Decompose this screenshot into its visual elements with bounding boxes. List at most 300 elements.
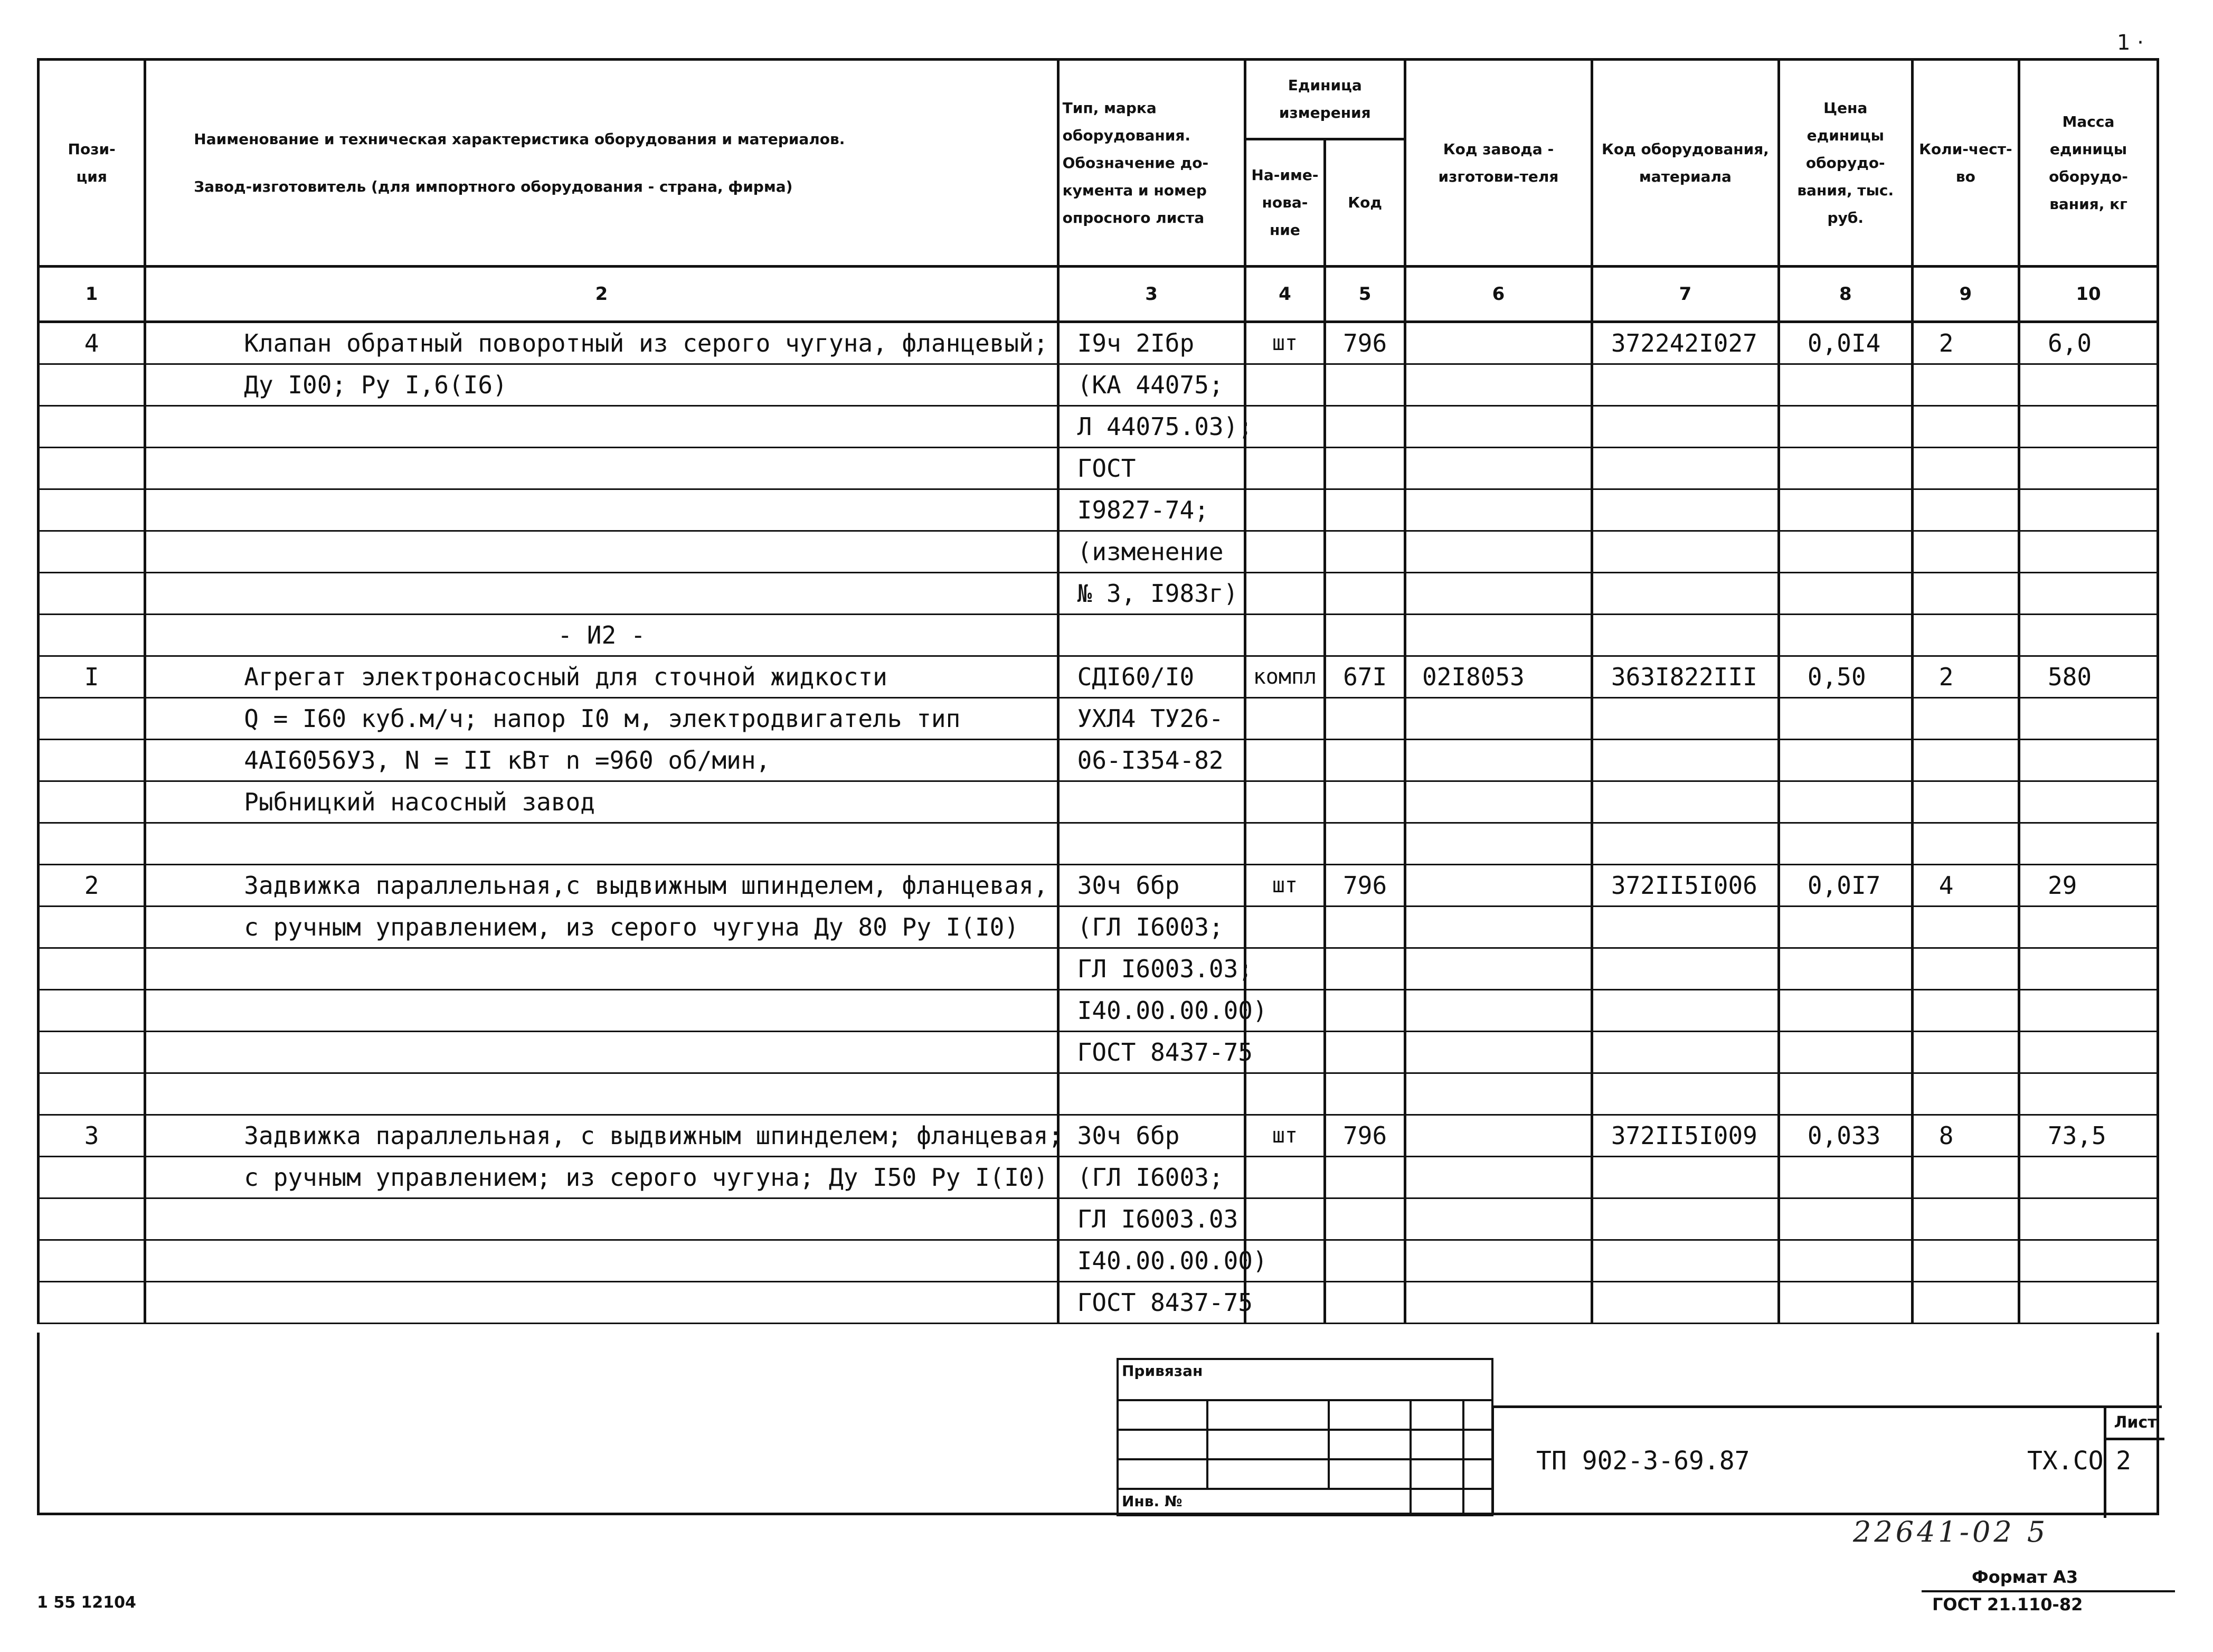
header-position: Пози- ция: [39, 60, 145, 267]
stamp-cell: [1411, 1430, 1463, 1459]
unit-name-cell: шт: [1245, 322, 1325, 364]
column-number: 9: [1912, 267, 2019, 322]
table-row: [39, 322, 2158, 364]
table-row: [39, 573, 2158, 615]
factory-code-cell: [1405, 1198, 1592, 1240]
binding-stamp: [1117, 1358, 1491, 1514]
price-cell: [1779, 615, 1912, 656]
quantity-cell: [1912, 1282, 2019, 1324]
stamp-cell: [1118, 1459, 1207, 1489]
mass-cell: [2019, 1157, 2158, 1198]
quantity-cell: [1912, 573, 2019, 615]
unit-name-cell: [1245, 1157, 1325, 1198]
quantity-cell: [1912, 1157, 2019, 1198]
table-row: [39, 364, 2158, 406]
item-code-cell: [1592, 531, 1779, 573]
table-row: [39, 615, 2158, 656]
gost-label: ГОСТ 21.110-82: [1932, 1594, 2083, 1615]
name-cell: [145, 406, 1058, 448]
print-code: 1 55 12104: [37, 1593, 136, 1612]
mass-cell: [2019, 448, 2158, 489]
price-cell: [1779, 698, 1912, 740]
table-row: [39, 1115, 2158, 1157]
quantity-cell: [1912, 489, 2019, 531]
table-row: [39, 990, 2158, 1032]
table-row: [39, 823, 2158, 865]
factory-code-cell: [1405, 531, 1592, 573]
name-cell: Ду I00; Ру I,6(I6): [145, 364, 1058, 406]
quantity-cell: [1912, 823, 2019, 865]
unit-name-cell: [1245, 698, 1325, 740]
stamp-cell: [1329, 1459, 1411, 1489]
position-cell: 2: [39, 865, 145, 907]
type-mark-cell: 30ч 6бр: [1058, 1115, 1245, 1157]
mass-cell: [2019, 531, 2158, 573]
mass-cell: 580: [2019, 656, 2158, 698]
price-cell: [1779, 573, 1912, 615]
item-code-cell: [1592, 615, 1779, 656]
header-unit-name: На-име-нова-ние: [1245, 139, 1325, 267]
quantity-cell: [1912, 781, 2019, 823]
mass-cell: [2019, 1240, 2158, 1282]
specification-body: [39, 322, 2158, 1324]
table-row: [39, 448, 2158, 489]
position-cell: [39, 364, 145, 406]
unit-code-cell: 796: [1325, 865, 1405, 907]
price-cell: [1779, 531, 1912, 573]
mass-cell: [2019, 990, 2158, 1032]
header-unit-group: Единица измерения: [1245, 60, 1405, 139]
item-code-cell: 372II5I006: [1592, 865, 1779, 907]
type-mark-cell: Л 44075.03);: [1058, 406, 1245, 448]
name-cell: [145, 489, 1058, 531]
position-cell: [39, 823, 145, 865]
type-mark-cell: [1058, 1073, 1245, 1115]
mass-cell: [2019, 406, 2158, 448]
document-designation-box: [1491, 1405, 2162, 1515]
name-cell: с ручным управлением, из серого чугуна Ду 80 Ру I(I0): [145, 907, 1058, 948]
name-cell: [145, 531, 1058, 573]
name-cell: Агрегат электронасосный для сточной жидкости: [145, 656, 1058, 698]
factory-code-cell: [1405, 1157, 1592, 1198]
factory-code-cell: [1405, 364, 1592, 406]
factory-code-cell: [1405, 990, 1592, 1032]
position-cell: I: [39, 656, 145, 698]
header-name-line2: Завод-изготовитель (для импортного оборудования - страна, фирма): [194, 177, 793, 195]
name-cell: Q = I60 куб.м/ч; напор I0 м, электродвигатель тип: [145, 698, 1058, 740]
unit-code-cell: [1325, 448, 1405, 489]
item-code-cell: [1592, 990, 1779, 1032]
unit-code-cell: [1325, 1198, 1405, 1240]
unit-name-cell: [1245, 907, 1325, 948]
name-cell: [145, 990, 1058, 1032]
inventory-number-label: Инв. №: [1122, 1493, 1183, 1510]
unit-name-cell: [1245, 448, 1325, 489]
item-code-cell: [1592, 1032, 1779, 1073]
name-cell: Рыбницкий насосный завод: [145, 781, 1058, 823]
column-number: 4: [1245, 267, 1325, 322]
table-row: [39, 1198, 2158, 1240]
item-code-cell: [1592, 1073, 1779, 1115]
position-cell: [39, 531, 145, 573]
position-cell: [39, 948, 145, 990]
factory-code-cell: [1405, 1073, 1592, 1115]
position-cell: [39, 1073, 145, 1115]
factory-code-cell: [1405, 1115, 1592, 1157]
item-code-cell: 363I822III: [1592, 656, 1779, 698]
mass-cell: [2019, 948, 2158, 990]
price-cell: 0,033: [1779, 1115, 1912, 1157]
factory-code-cell: [1405, 907, 1592, 948]
quantity-cell: [1912, 740, 2019, 781]
mass-cell: [2019, 907, 2158, 948]
item-code-cell: [1592, 948, 1779, 990]
mass-cell: [2019, 698, 2158, 740]
price-cell: [1779, 364, 1912, 406]
header-item-code: Код оборудования, материала: [1592, 60, 1779, 267]
item-code-cell: [1592, 448, 1779, 489]
unit-code-cell: 796: [1325, 322, 1405, 364]
factory-code-cell: [1405, 948, 1592, 990]
type-mark-cell: (КА 44075;: [1058, 364, 1245, 406]
unit-code-cell: [1325, 907, 1405, 948]
type-mark-cell: СДI60/I0: [1058, 656, 1245, 698]
unit-code-cell: 67I: [1325, 656, 1405, 698]
unit-code-cell: [1325, 489, 1405, 531]
stamp-cell: [1207, 1459, 1329, 1489]
unit-code-cell: [1325, 740, 1405, 781]
factory-code-cell: [1405, 698, 1592, 740]
header-factory-code: Код завода - изготови-теля: [1405, 60, 1592, 267]
unit-name-cell: [1245, 364, 1325, 406]
type-mark-cell: [1058, 615, 1245, 656]
quantity-cell: 8: [1912, 1115, 2019, 1157]
specification-sheet: [37, 58, 2159, 1515]
mass-cell: [2019, 740, 2158, 781]
price-cell: 0,0I4: [1779, 322, 1912, 364]
type-mark-cell: 30ч 6бр: [1058, 865, 1245, 907]
factory-code-cell: [1405, 573, 1592, 615]
table-row: [39, 1282, 2158, 1324]
type-mark-cell: I40.00.00.00): [1058, 1240, 1245, 1282]
format-label: Формат А3: [1972, 1567, 2078, 1587]
table-row: [39, 865, 2158, 907]
factory-code-cell: [1405, 740, 1592, 781]
sheet-number-cell: [2104, 1408, 2164, 1518]
stamp-cell: [1207, 1400, 1329, 1430]
factory-code-cell: [1405, 865, 1592, 907]
unit-code-cell: [1325, 1073, 1405, 1115]
type-mark-cell: I9827-74;: [1058, 489, 1245, 531]
price-cell: [1779, 489, 1912, 531]
position-cell: [39, 740, 145, 781]
item-code-cell: [1592, 1157, 1779, 1198]
table-row: [39, 1073, 2158, 1115]
unit-name-cell: [1245, 1073, 1325, 1115]
unit-code-cell: [1325, 573, 1405, 615]
type-mark-cell: [1058, 781, 1245, 823]
mass-cell: [2019, 615, 2158, 656]
position-cell: [39, 1240, 145, 1282]
name-cell: 4AI6056У3, N = II кВт n =960 об/мин,: [145, 740, 1058, 781]
column-number: 7: [1592, 267, 1779, 322]
name-cell: [145, 1032, 1058, 1073]
mass-cell: [2019, 1032, 2158, 1073]
table-row: [39, 406, 2158, 448]
name-cell: [145, 823, 1058, 865]
type-mark-cell: ГЛ I6003.03;: [1058, 948, 1245, 990]
price-cell: [1779, 781, 1912, 823]
price-cell: [1779, 1073, 1912, 1115]
type-mark-cell: (ГЛ I6003;: [1058, 907, 1245, 948]
factory-code-cell: [1405, 489, 1592, 531]
table-row: [39, 1157, 2158, 1198]
type-mark-cell: № 3, I983г): [1058, 573, 1245, 615]
unit-name-cell: [1245, 615, 1325, 656]
mass-cell: [2019, 1282, 2158, 1324]
header-unit-mass: Масса единицы оборудо-вания, кг: [2019, 60, 2158, 267]
item-code-cell: [1592, 740, 1779, 781]
quantity-cell: [1912, 1032, 2019, 1073]
section-code: ТХ.СО: [2027, 1446, 2104, 1476]
type-mark-cell: ГЛ I6003.03: [1058, 1198, 1245, 1240]
factory-code-cell: 02I8053: [1405, 656, 1592, 698]
unit-code-cell: [1325, 1032, 1405, 1073]
position-cell: [39, 1032, 145, 1073]
header-type-mark: Тип, марка оборудования. Обозначение до-кумента и номер опросного листа: [1058, 60, 1245, 267]
item-code-cell: [1592, 1198, 1779, 1240]
type-mark-cell: 06-I354-82: [1058, 740, 1245, 781]
mass-cell: [2019, 1198, 2158, 1240]
quantity-cell: 2: [1912, 656, 2019, 698]
price-cell: [1779, 907, 1912, 948]
factory-code-cell: [1405, 322, 1592, 364]
factory-code-cell: [1405, 781, 1592, 823]
item-code-cell: [1592, 1240, 1779, 1282]
name-cell: [145, 1073, 1058, 1115]
position-cell: [39, 406, 145, 448]
quantity-cell: [1912, 948, 2019, 990]
table-row: [39, 1032, 2158, 1073]
unit-code-cell: [1325, 1157, 1405, 1198]
table-row: [39, 531, 2158, 573]
unit-code-cell: [1325, 990, 1405, 1032]
price-cell: [1779, 1240, 1912, 1282]
quantity-cell: [1912, 406, 2019, 448]
handwritten-archive-number: 22641-02 5: [1853, 1515, 2049, 1549]
quantity-cell: [1912, 448, 2019, 489]
factory-code-cell: [1405, 1282, 1592, 1324]
column-number: 2: [145, 267, 1058, 322]
unit-name-cell: [1245, 531, 1325, 573]
position-cell: 3: [39, 1115, 145, 1157]
document-code: ТП 902-3-69.87: [1536, 1446, 1750, 1476]
position-cell: [39, 1157, 145, 1198]
position-cell: [39, 615, 145, 656]
position-cell: [39, 698, 145, 740]
table-row: [39, 781, 2158, 823]
specification-table: [37, 58, 2159, 1324]
position-cell: [39, 573, 145, 615]
type-mark-cell: I40.00.00.00): [1058, 990, 1245, 1032]
unit-code-cell: [1325, 823, 1405, 865]
stamp-cell: [1411, 1400, 1463, 1430]
unit-code-cell: [1325, 1282, 1405, 1324]
quantity-cell: [1912, 1073, 2019, 1115]
item-code-cell: [1592, 406, 1779, 448]
price-cell: [1779, 1198, 1912, 1240]
factory-code-cell: [1405, 406, 1592, 448]
sheet-number: 2: [2116, 1446, 2131, 1476]
name-cell: Задвижка параллельная, с выдвижным шпинделем; фланцевая;: [145, 1115, 1058, 1157]
mass-cell: [2019, 573, 2158, 615]
unit-name-cell: [1245, 489, 1325, 531]
unit-name-cell: [1245, 1282, 1325, 1324]
name-cell: Клапан обратный поворотный из серого чугуна, фланцевый;: [145, 322, 1058, 364]
quantity-cell: [1912, 615, 2019, 656]
column-number: 3: [1058, 267, 1245, 322]
position-cell: [39, 781, 145, 823]
position-cell: [39, 990, 145, 1032]
stamp-cell: [1411, 1489, 1463, 1515]
unit-code-cell: [1325, 781, 1405, 823]
unit-name-cell: [1245, 406, 1325, 448]
item-code-cell: 372II5I009: [1592, 1115, 1779, 1157]
price-cell: [1779, 448, 1912, 489]
item-code-cell: [1592, 364, 1779, 406]
quantity-cell: 4: [1912, 865, 2019, 907]
item-code-cell: [1592, 573, 1779, 615]
stamp-cell: [1463, 1430, 1492, 1459]
name-cell: [145, 1198, 1058, 1240]
position-cell: [39, 907, 145, 948]
factory-code-cell: [1405, 823, 1592, 865]
header-unit-price: Цена единицы оборудо-вания, тыс. руб.: [1779, 60, 1912, 267]
name-cell: [145, 1240, 1058, 1282]
price-cell: [1779, 948, 1912, 990]
factory-code-cell: [1405, 1240, 1592, 1282]
header-name-description: [145, 60, 1058, 267]
quantity-cell: [1912, 907, 2019, 948]
header-unit-code: Код: [1325, 139, 1405, 267]
item-code-cell: [1592, 1282, 1779, 1324]
name-cell: [145, 1282, 1058, 1324]
bound-label: Привязан: [1122, 1362, 1203, 1380]
unit-code-cell: 796: [1325, 1115, 1405, 1157]
item-code-cell: [1592, 698, 1779, 740]
stamp-cell: [1118, 1430, 1207, 1459]
price-cell: [1779, 1032, 1912, 1073]
price-cell: [1779, 406, 1912, 448]
price-cell: 0,0I7: [1779, 865, 1912, 907]
gost-rule-line: [1922, 1590, 2175, 1592]
mass-cell: [2019, 1073, 2158, 1115]
stamp-cell: [1118, 1400, 1207, 1430]
table-row: [39, 948, 2158, 990]
name-cell: Задвижка параллельная,с выдвижным шпинделем, фланцевая,: [145, 865, 1058, 907]
unit-name-cell: компл: [1245, 656, 1325, 698]
position-cell: [39, 1282, 145, 1324]
name-cell: [145, 948, 1058, 990]
sheet-label: Лист: [2106, 1408, 2164, 1440]
unit-name-cell: [1245, 948, 1325, 990]
mass-cell: 29: [2019, 865, 2158, 907]
type-mark-cell: ГОСТ 8437-75: [1058, 1282, 1245, 1324]
factory-code-cell: [1405, 1032, 1592, 1073]
quantity-cell: [1912, 698, 2019, 740]
column-number: 8: [1779, 267, 1912, 322]
name-cell: [145, 573, 1058, 615]
stamp-cell: [1463, 1400, 1492, 1430]
stamp-cell: [1207, 1430, 1329, 1459]
quantity-cell: [1912, 1240, 2019, 1282]
price-cell: [1779, 990, 1912, 1032]
column-number-row: [39, 267, 2158, 322]
column-number: 1: [39, 267, 145, 322]
type-mark-cell: ГОСТ: [1058, 448, 1245, 489]
item-code-cell: 372242I027: [1592, 322, 1779, 364]
type-mark-cell: (изменение: [1058, 531, 1245, 573]
title-block: [37, 1333, 2159, 1515]
unit-code-cell: [1325, 531, 1405, 573]
type-mark-cell: I9ч 2Iбр: [1058, 322, 1245, 364]
stamp-cell: [1463, 1459, 1492, 1489]
corner-mark: 1 ·: [2117, 31, 2144, 55]
type-mark-cell: (ГЛ I6003;: [1058, 1157, 1245, 1198]
factory-code-cell: [1405, 615, 1592, 656]
price-cell: [1779, 740, 1912, 781]
unit-name-cell: [1245, 1198, 1325, 1240]
mass-cell: 6,0: [2019, 322, 2158, 364]
type-mark-cell: УХЛ4 ТУ26-: [1058, 698, 1245, 740]
unit-code-cell: [1325, 615, 1405, 656]
name-cell: с ручным управлением; из серого чугуна; Ду I50 Ру I(I0): [145, 1157, 1058, 1198]
mass-cell: [2019, 364, 2158, 406]
unit-code-cell: [1325, 1240, 1405, 1282]
mass-cell: [2019, 489, 2158, 531]
stamp-cell: [1411, 1459, 1463, 1489]
name-cell: - И2 -: [145, 615, 1058, 656]
item-code-cell: [1592, 489, 1779, 531]
unit-name-cell: шт: [1245, 1115, 1325, 1157]
unit-code-cell: [1325, 364, 1405, 406]
quantity-cell: [1912, 990, 2019, 1032]
table-row: [39, 489, 2158, 531]
quantity-cell: [1912, 364, 2019, 406]
mass-cell: [2019, 781, 2158, 823]
quantity-cell: [1912, 1198, 2019, 1240]
position-cell: [39, 489, 145, 531]
header-name-line1: Наименование и техническая характеристика оборудования и материалов.: [194, 130, 845, 148]
unit-code-cell: [1325, 698, 1405, 740]
unit-name-cell: [1245, 781, 1325, 823]
unit-code-cell: [1325, 406, 1405, 448]
table-row: [39, 698, 2158, 740]
factory-code-cell: [1405, 448, 1592, 489]
stamp-cell: [1329, 1430, 1411, 1459]
item-code-cell: [1592, 823, 1779, 865]
table-row: [39, 907, 2158, 948]
price-cell: [1779, 1157, 1912, 1198]
unit-name-cell: [1245, 573, 1325, 615]
position-cell: [39, 448, 145, 489]
name-cell: [145, 448, 1058, 489]
header-quantity: Коли-чест-во: [1912, 60, 2019, 267]
unit-name-cell: [1245, 740, 1325, 781]
column-number: 10: [2019, 267, 2158, 322]
item-code-cell: [1592, 781, 1779, 823]
table-row: [39, 740, 2158, 781]
